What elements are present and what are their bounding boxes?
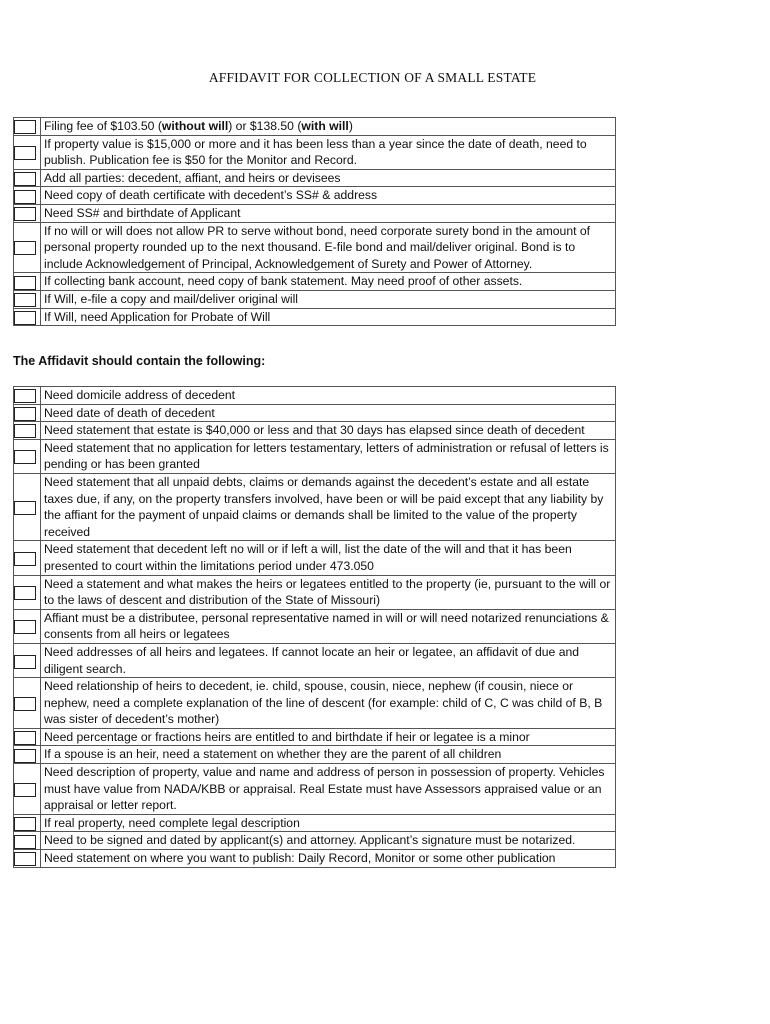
checklist-row (14, 473, 616, 540)
checklist-item-text: Add all parties: decedent, affiant, and heirs or devisees (41, 169, 616, 187)
checkbox[interactable] (14, 424, 36, 438)
checkbox[interactable] (14, 749, 36, 763)
checkbox[interactable] (14, 731, 36, 745)
checkbox[interactable] (14, 311, 36, 325)
checkbox[interactable] (14, 293, 36, 307)
checkbox[interactable] (14, 852, 36, 866)
checklist-item-text: Need a statement and what makes the heirs or legatees entitled to the property (ie, pursuant to the will or to the laws of descent and distribution of the State of Missouri) (41, 575, 616, 609)
checkbox[interactable] (14, 655, 36, 669)
checklist-item-text: Need percentage or fractions heirs are entitled to and birthdate if heir or legatee is a minor (41, 728, 616, 746)
checklist-item-text: Need description of property, value and name and address of person in possession of property. Vehicles must have value from NADA/KBB or appraisal. Real Estate must have Assessors appraised value or an appraisal or letter report. (41, 764, 616, 815)
checklist-item-text: If a spouse is an heir, need a statement on whether they are the parent of all children (41, 746, 616, 764)
checklist-row (14, 118, 616, 136)
checklist-item-text: Need relationship of heirs to decedent, ie. child, spouse, cousin, niece, nephew (if cousin, niece or nephew, need a complete explanation of the line of descent (for example: child of C, C was child of B, B was sister of decedent’s mother) (41, 678, 616, 729)
checklist-item-text: If property value is $15,000 or more and it has been less than a year since the date of death, need to publish. Publication fee is $50 for the Monitor and Record. (41, 135, 616, 169)
checklist-item-text: Need date of death of decedent (41, 404, 616, 422)
checklist-item-text: If collecting bank account, need copy of bank statement. May need proof of other assets. (41, 273, 616, 291)
checklist-row (14, 678, 616, 729)
checkbox[interactable] (14, 172, 36, 186)
checklist-item-text: If real property, need complete legal description (41, 814, 616, 832)
checkbox[interactable] (14, 835, 36, 849)
document-title: AFFIDAVIT FOR COLLECTION OF A SMALL ESTATE (208, 70, 537, 85)
checklist-row (14, 222, 616, 273)
checklist-row (14, 643, 616, 677)
checkbox[interactable] (14, 552, 36, 566)
checkbox[interactable] (14, 241, 36, 255)
checklist-item-text: Filing fee of $103.50 (without will) or $138.50 (with will) (41, 118, 616, 136)
checklist-row (14, 290, 616, 308)
checklist-row (14, 187, 616, 205)
checkbox[interactable] (14, 697, 36, 711)
filing-checklist (13, 117, 616, 326)
checklist-item-text: Need statement that all unpaid debts, claims or demands against the decedent’s estate and all estate taxes due, if any, on the property transfers involved, have been or will be paid except that any liability by the affiant for the payment of unpaid claims or demands shall be limited to the value of the property received (41, 473, 616, 540)
checklist-item-text: Need statement that estate is $40,000 or less and that 30 days has elapsed since death of decedent (41, 422, 616, 440)
checklist-row (14, 541, 616, 575)
checklist-row (14, 575, 616, 609)
checklist-row (14, 832, 616, 850)
checklist-row (14, 764, 616, 815)
checklist-row (14, 422, 616, 440)
checklist-item-text: Need statement that no application for letters testamentary, letters of administration or refusal of letters is pending or has been granted (41, 439, 616, 473)
checklist-row (14, 204, 616, 222)
checkbox[interactable] (14, 146, 36, 160)
checklist-row (14, 273, 616, 291)
checklist-item-text: Need SS# and birthdate of Applicant (41, 204, 616, 222)
checkbox[interactable] (14, 817, 36, 831)
section-heading: The Affidavit should contain the following: (13, 354, 266, 368)
checklist-row (14, 169, 616, 187)
checklist-item-text: Need domicile address of decedent (41, 387, 616, 405)
checkbox[interactable] (14, 207, 36, 221)
checkbox[interactable] (14, 190, 36, 204)
checklist-item-text: If Will, e-file a copy and mail/deliver original will (41, 290, 616, 308)
checklist-row (14, 308, 616, 326)
checkbox[interactable] (14, 586, 36, 600)
checklist-item-text: Need copy of death certificate with decedent’s SS# & address (41, 187, 616, 205)
checkbox[interactable] (14, 407, 36, 421)
checkbox[interactable] (14, 450, 36, 464)
checklist-row (14, 135, 616, 169)
checklist-item-text: Need to be signed and dated by applicant(s) and attorney. Applicant’s signature must be notarized. (41, 832, 616, 850)
checklist-item-text: If Will, need Application for Probate of Will (41, 308, 616, 326)
checkbox[interactable] (14, 276, 36, 290)
checkbox[interactable] (14, 783, 36, 797)
checklist-row (14, 728, 616, 746)
checklist-row (14, 609, 616, 643)
checklist-item-text: Need statement on where you want to publish: Daily Record, Monitor or some other publication (41, 850, 616, 868)
checklist-item-text: Need statement that decedent left no will or if left a will, list the date of the will and that it has been presented to court within the limitations period under 473.050 (41, 541, 616, 575)
checklist-row (14, 746, 616, 764)
checklist-item-text: If no will or will does not allow PR to serve without bond, need corporate surety bond in the amount of personal property rounded up to the next thousand. E-file bond and mail/deliver original. Bond is to include Acknowledgement of Principal, Acknowledgement of Surety and Power of Attorney. (41, 222, 616, 273)
checklist-row (14, 387, 616, 405)
checkbox[interactable] (14, 120, 36, 134)
checkbox[interactable] (14, 501, 36, 515)
checklist-row (14, 439, 616, 473)
checklist-row (14, 850, 616, 868)
checkbox[interactable] (14, 620, 36, 634)
checkbox[interactable] (14, 389, 36, 403)
checklist-item-text: Need addresses of all heirs and legatees. If cannot locate an heir or legatee, an affidavit of due and diligent search. (41, 643, 616, 677)
checklist-row (14, 404, 616, 422)
checklist-row (14, 814, 616, 832)
checklist-item-text: Affiant must be a distributee, personal representative named in will or will need notarized renunciations & consents from all heirs or legatees (41, 609, 616, 643)
affidavit-contents-checklist (13, 386, 616, 868)
